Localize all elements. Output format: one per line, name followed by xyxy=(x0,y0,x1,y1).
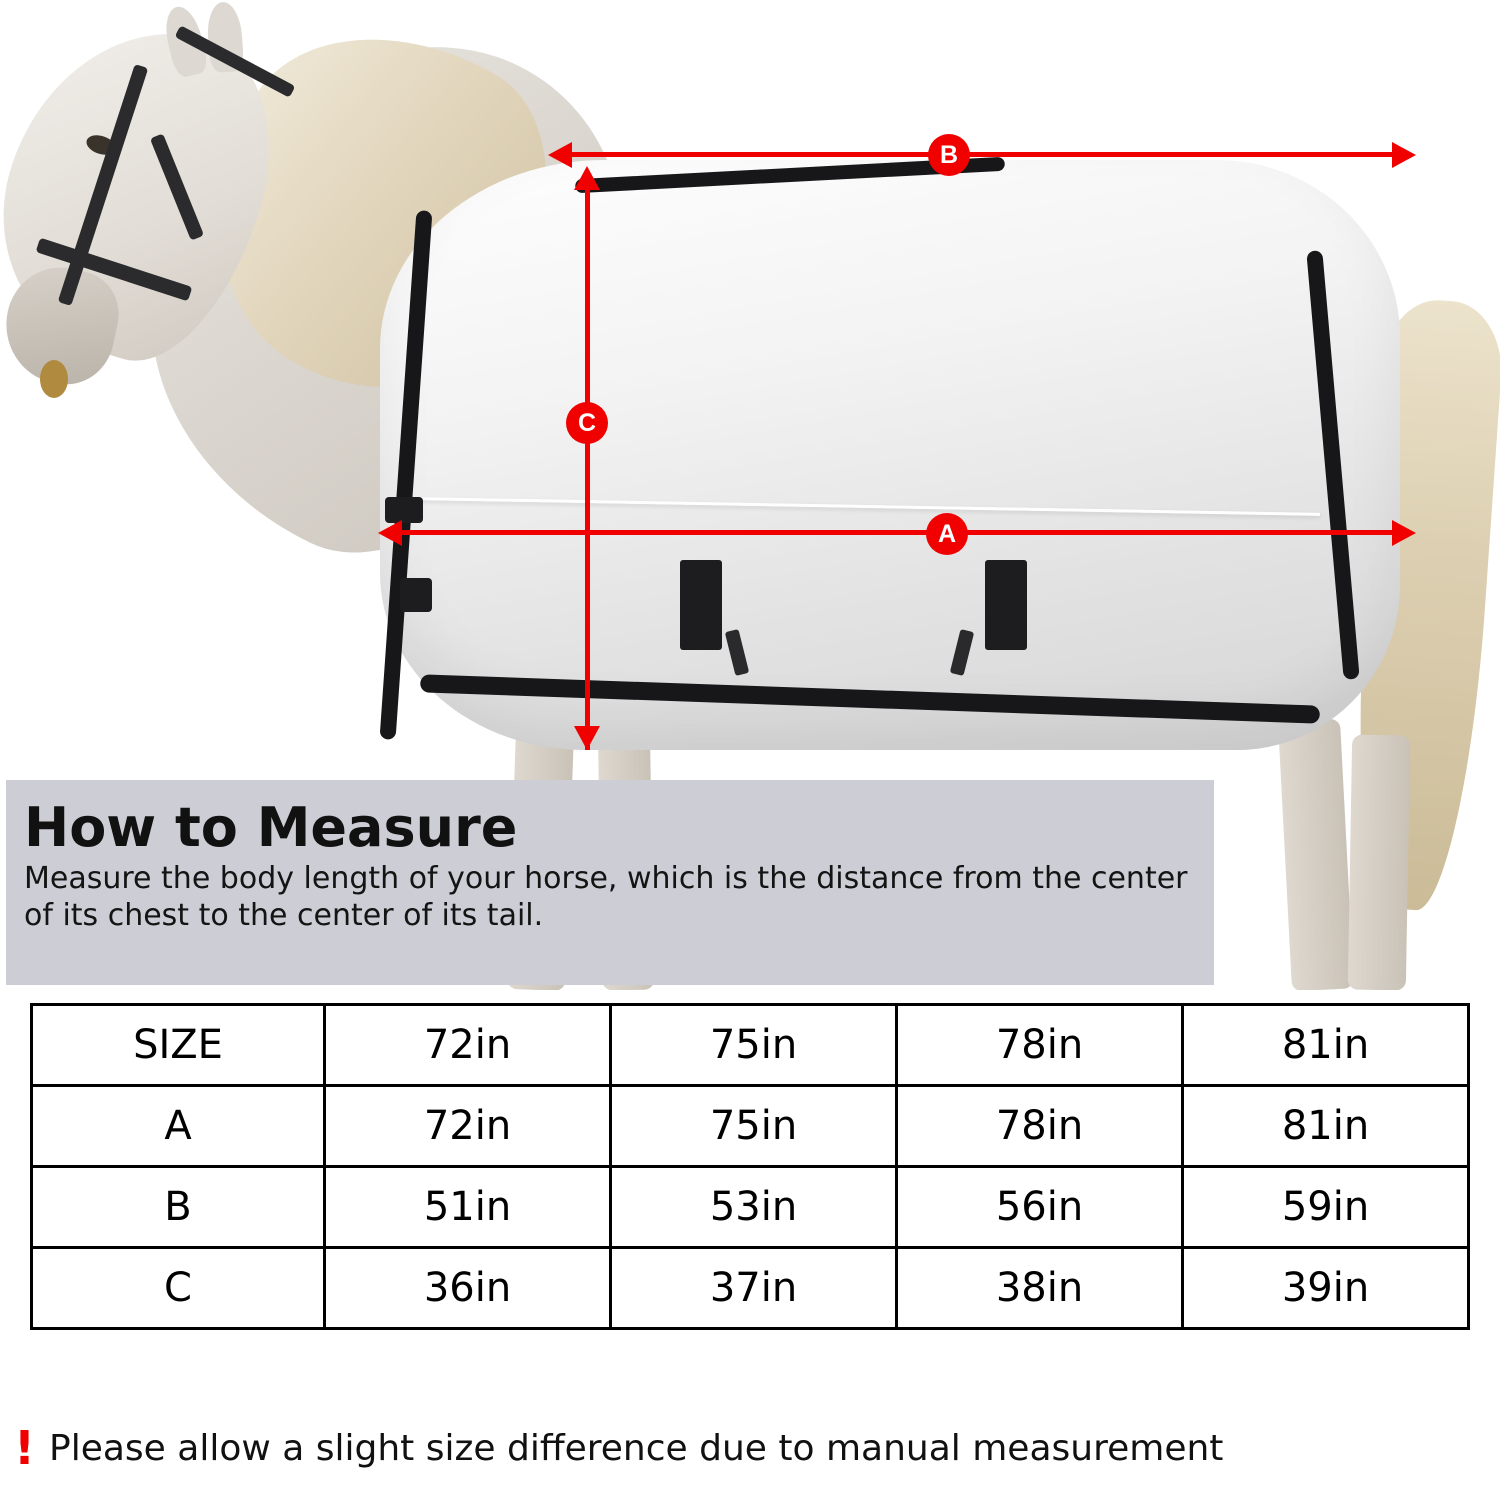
table-row xyxy=(32,1248,1469,1329)
cell-size-72: 72in xyxy=(325,1005,611,1086)
footer-note xyxy=(14,1421,1494,1475)
cell-a-3: 78in xyxy=(897,1086,1183,1167)
cell-a-4: 81in xyxy=(1183,1086,1469,1167)
arrow-b-head-left xyxy=(548,142,572,168)
cell-c-2: 37in xyxy=(611,1248,897,1329)
cell-a-1: 72in xyxy=(325,1086,611,1167)
belly-strap-front xyxy=(680,560,722,650)
cell-c-4: 39in xyxy=(1183,1248,1469,1329)
cell-size-78: 78in xyxy=(897,1005,1183,1086)
arrow-a-head-left xyxy=(378,520,402,546)
arrow-a-head-right xyxy=(1392,520,1416,546)
how-to-measure-title: How to Measure xyxy=(24,796,518,859)
table-row xyxy=(32,1167,1469,1248)
fly-sheet-rug xyxy=(380,160,1400,750)
arrow-c-line xyxy=(585,190,590,750)
cell-a-2: 75in xyxy=(611,1086,897,1167)
arrow-b-head-right xyxy=(1392,142,1416,168)
marker-a: A xyxy=(926,513,968,555)
how-to-measure-description: Measure the body length of your horse, which is the distance from the center of its chest to the center of its tail. xyxy=(24,861,1188,933)
cell-b-2: 53in xyxy=(611,1167,897,1248)
arrow-b-line xyxy=(572,152,1392,157)
row-label-size: SIZE xyxy=(32,1005,325,1086)
cell-b-1: 51in xyxy=(325,1167,611,1248)
marker-c: C xyxy=(566,402,608,444)
cell-b-3: 56in xyxy=(897,1167,1183,1248)
footer-note-text: Please allow a slight size difference due to manual measurement xyxy=(48,1427,1224,1469)
horse-hindleg-right xyxy=(1348,735,1410,990)
row-label-a: A xyxy=(32,1086,325,1167)
halter-ring xyxy=(40,360,68,398)
belly-strap-rear xyxy=(985,560,1027,650)
row-label-c: C xyxy=(32,1248,325,1329)
cell-b-4: 59in xyxy=(1183,1167,1469,1248)
horse-hindleg-left xyxy=(1278,719,1354,990)
cell-c-1: 36in xyxy=(325,1248,611,1329)
cell-c-3: 38in xyxy=(897,1248,1183,1329)
table-row xyxy=(32,1005,1469,1086)
row-label-b: B xyxy=(32,1167,325,1248)
table-row xyxy=(32,1086,1469,1167)
how-to-measure-band xyxy=(6,780,1214,985)
size-chart-table xyxy=(30,1003,1470,1330)
cell-size-75: 75in xyxy=(611,1005,897,1086)
arrow-c-head-top xyxy=(574,166,600,190)
marker-b: B xyxy=(928,134,970,176)
arrow-c-head-bottom xyxy=(574,726,600,750)
exclamation-mark-icon: ! xyxy=(14,1421,35,1475)
chest-closure-tab-lower xyxy=(400,578,432,612)
cell-size-81: 81in xyxy=(1183,1005,1469,1086)
arrow-a-line xyxy=(402,530,1392,535)
